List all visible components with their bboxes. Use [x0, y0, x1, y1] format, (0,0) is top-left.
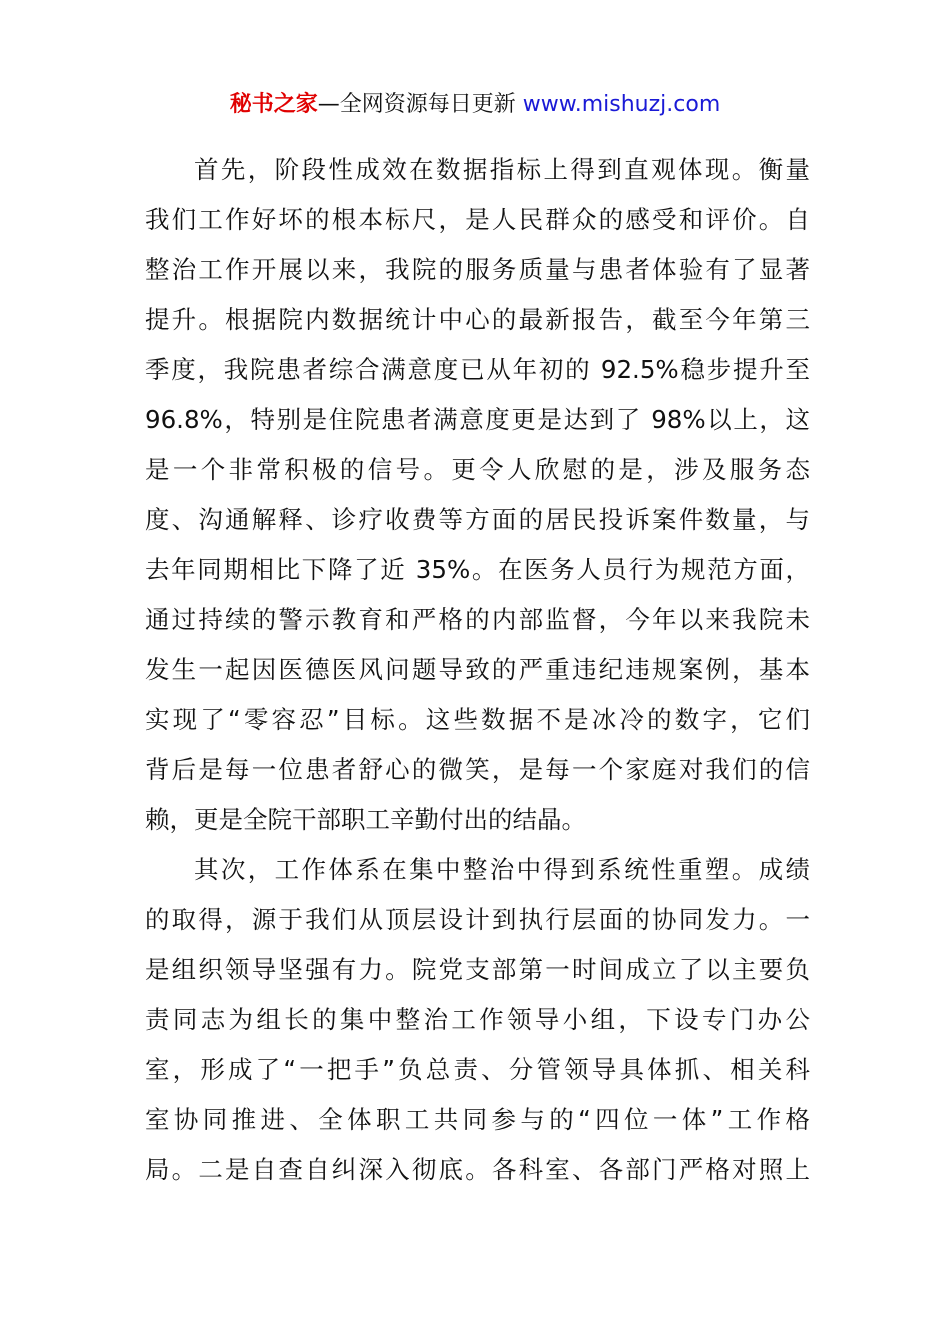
header-tagline: 全网资源每日更新 [339, 92, 516, 117]
paragraph-line: 室协同推进、全体职工共同参与的“四位一体”工作格 [145, 1105, 810, 1134]
paragraph-line: 提升。根据院内数据统计中心的最新报告，截至今年第三 [145, 305, 810, 334]
paragraph-line: 是组织领导坚强有力。院党支部第一时间成立了以主要负 [145, 955, 810, 984]
header-url-link[interactable]: www.mishuzj.com [522, 92, 721, 117]
paragraph-line: 是一个非常积极的信号。更令人欣慰的是，涉及服务态 [145, 455, 810, 484]
header-separator: — [317, 92, 340, 117]
paragraph-line: 度、沟通解释、诊疗收费等方面的居民投诉案件数量，与 [145, 505, 810, 534]
paragraph-line: 我们工作好坏的根本标尺，是人民群众的感受和评价。自 [145, 205, 810, 234]
paragraph-line: 实现了“零容忍”目标。这些数据不是冰冷的数字，它们 [145, 705, 810, 734]
document-body [145, 145, 810, 1195]
paragraph-line: 赖，更是全院干部职工辛勤付出的结晶。 [145, 805, 586, 834]
paragraph-line: 发生一起因医德医风问题导致的严重违纪违规案例，基本 [145, 655, 810, 684]
paragraph-2 [145, 845, 810, 1195]
paragraph-line: 的取得，源于我们从顶层设计到执行层面的协同发力。一 [145, 905, 810, 934]
paragraph-line: 其次，工作体系在集中整治中得到系统性重塑。成绩 [194, 855, 810, 884]
paragraph-line: 局。二是自查自纠深入彻底。各科室、各部门严格对照上 [145, 1155, 810, 1184]
paragraph-line: 96.8%，特别是住院患者满意度更是达到了 98%以上，这 [145, 405, 810, 434]
page-header [0, 88, 950, 122]
paragraph-line: 责同志为组长的集中整治工作领导小组，下设专门办公 [145, 1005, 810, 1034]
paragraph-line: 室，形成了“一把手”负总责、分管领导具体抓、相关科 [145, 1055, 810, 1084]
paragraph-line: 季度，我院患者综合满意度已从年初的 92.5%稳步提升至 [145, 355, 810, 384]
header-brand: 秘书之家 [229, 92, 318, 117]
paragraph-1 [145, 145, 810, 845]
paragraph-line: 首先，阶段性成效在数据指标上得到直观体现。衡量 [194, 155, 810, 184]
paragraph-line: 通过持续的警示教育和严格的内部监督，今年以来我院未 [145, 605, 810, 634]
paragraph-line: 背后是每一位患者舒心的微笑，是每一个家庭对我们的信 [145, 755, 810, 784]
paragraph-line: 去年同期相比下降了近 35%。在医务人员行为规范方面， [145, 555, 810, 584]
paragraph-line: 整治工作开展以来，我院的服务质量与患者体验有了显著 [145, 255, 810, 284]
